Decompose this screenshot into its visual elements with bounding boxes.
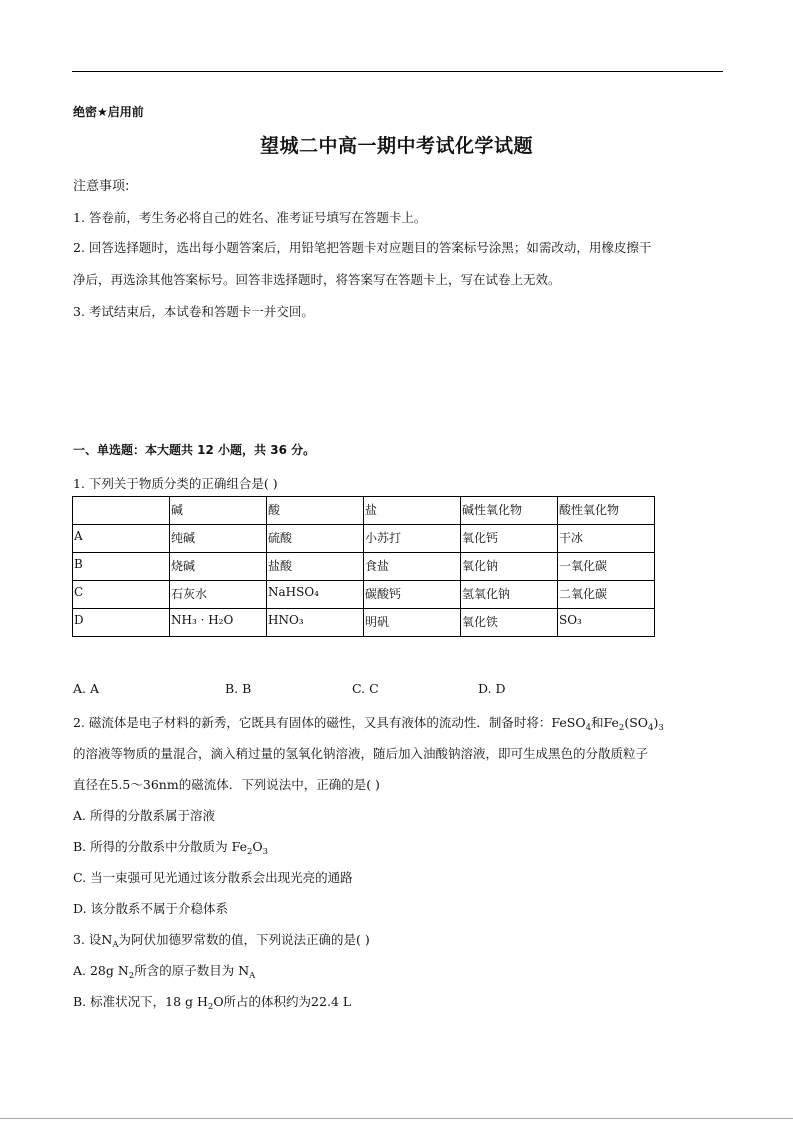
table-cell: 明矾 — [364, 609, 461, 637]
table-cell: 石灰水 — [170, 581, 267, 609]
table-cell: SO₃ — [558, 609, 655, 637]
notice-item-3: 3. 考试结束后，本试卷和答题卡一并交回。 — [73, 304, 314, 319]
section-heading: 一、单选题：本大题共 12 小题，共 36 分。 — [73, 443, 316, 457]
table-cell: 盐酸 — [267, 553, 364, 581]
q1-stem: 1. 下列关于物质分类的正确组合是( ) — [73, 476, 278, 491]
table-cell: 氧化钙 — [461, 525, 558, 553]
notice-item-2-line-2: 净后，再选涂其他答案标号。回答非选择题时，将答案写在答题卡上，写在试卷上无效。 — [73, 272, 561, 287]
table-cell: 盐 — [364, 497, 461, 525]
table-row — [73, 581, 655, 609]
table-cell: 烧碱 — [170, 553, 267, 581]
table-cell: 一氧化碳 — [558, 553, 655, 581]
table-row — [73, 553, 655, 581]
table-cell: 干冰 — [558, 525, 655, 553]
table-cell: C — [73, 581, 170, 609]
notice-item-1: 1. 答卷前，考生务必将自己的姓名、准考证号填写在答题卡上。 — [73, 210, 427, 225]
table-cell: 酸 — [267, 497, 364, 525]
classification-table — [72, 496, 655, 637]
q2-option-d: D. 该分散系不属于介稳体系 — [73, 901, 229, 916]
q1-option-a: A. A — [73, 681, 100, 696]
table-cell: B — [73, 553, 170, 581]
table-cell: NaHSO₄ — [267, 581, 364, 609]
q2-option-c: C. 当一束强可见光通过该分散系会出现光亮的通路 — [73, 870, 353, 885]
table-cell: 小苏打 — [364, 525, 461, 553]
q3-option-a: A. 28g $N_2$所含的原子数目为 $N_A$ — [73, 963, 256, 981]
table-cell: 碳酸钙 — [364, 581, 461, 609]
notice-item-2-line-1: 2. 回答选择题时，选出每小题答案后，用铅笔把答题卡对应题目的答案标号涂黑；如需改动，用橡皮擦干 — [73, 240, 652, 255]
q2-stem-line-2: 的溶液等物质的量混合，滴入稍过量的氢氧化钠溶液，随后加入油酸钠溶液，即可生成黑色的分散质粒子 — [73, 746, 649, 761]
table-row — [73, 525, 655, 553]
header-rule — [72, 71, 723, 72]
notice-heading: 注意事项: — [73, 179, 130, 194]
table-cell: HNO₃ — [267, 609, 364, 637]
table-cell: 氧化铁 — [461, 609, 558, 637]
table-cell: 碱 — [170, 497, 267, 525]
table-cell: 硫酸 — [267, 525, 364, 553]
secret-label: 绝密★启用前 — [73, 105, 144, 119]
table-cell: 酸性氧化物 — [558, 497, 655, 525]
table-cell: 碱性氧化物 — [461, 497, 558, 525]
table-cell: 二氧化碳 — [558, 581, 655, 609]
exam-title: 望城二中高一期中考试化学试题 — [259, 135, 533, 157]
table-cell — [73, 497, 170, 525]
q2-stem-line-1: 2. 磁流体是电子材料的新秀，它既具有固体的磁性，又具有液体的流动性．制备时将：FeSO$_4$和$Fe_2(SO_4)_3$ — [73, 715, 664, 733]
q2-stem-line-3: 直径在5.5～36nm的磁流体．下列说法中，正确的是( ) — [73, 777, 380, 792]
q2-option-b: B. 所得的分散系中分散质为 $Fe_2O_3$ — [73, 839, 269, 857]
table-header-row — [73, 497, 655, 525]
table-cell: A — [73, 525, 170, 553]
q3-option-b: B. 标准状况下，18 g $H_2O$所占的体积约为22.4 L — [73, 994, 352, 1012]
q1-option-d: D. D — [478, 681, 506, 696]
table-cell: 氢氧化钠 — [461, 581, 558, 609]
q2-option-a: A. 所得的分散系属于溶液 — [73, 808, 215, 823]
table-cell: 纯碱 — [170, 525, 267, 553]
table-cell: 氧化钠 — [461, 553, 558, 581]
q1-option-b: B. B — [225, 681, 252, 696]
table-cell: NH₃ · H₂O — [170, 609, 267, 637]
table-cell: 食盐 — [364, 553, 461, 581]
table-row — [73, 609, 655, 637]
q1-option-c: C. C — [352, 681, 379, 696]
page-bottom-edge — [0, 1118, 793, 1119]
table-cell: D — [73, 609, 170, 637]
q3-stem: 3. 设$N_A$为阿伏加德罗常数的值，下列说法正确的是( ) — [73, 932, 370, 950]
